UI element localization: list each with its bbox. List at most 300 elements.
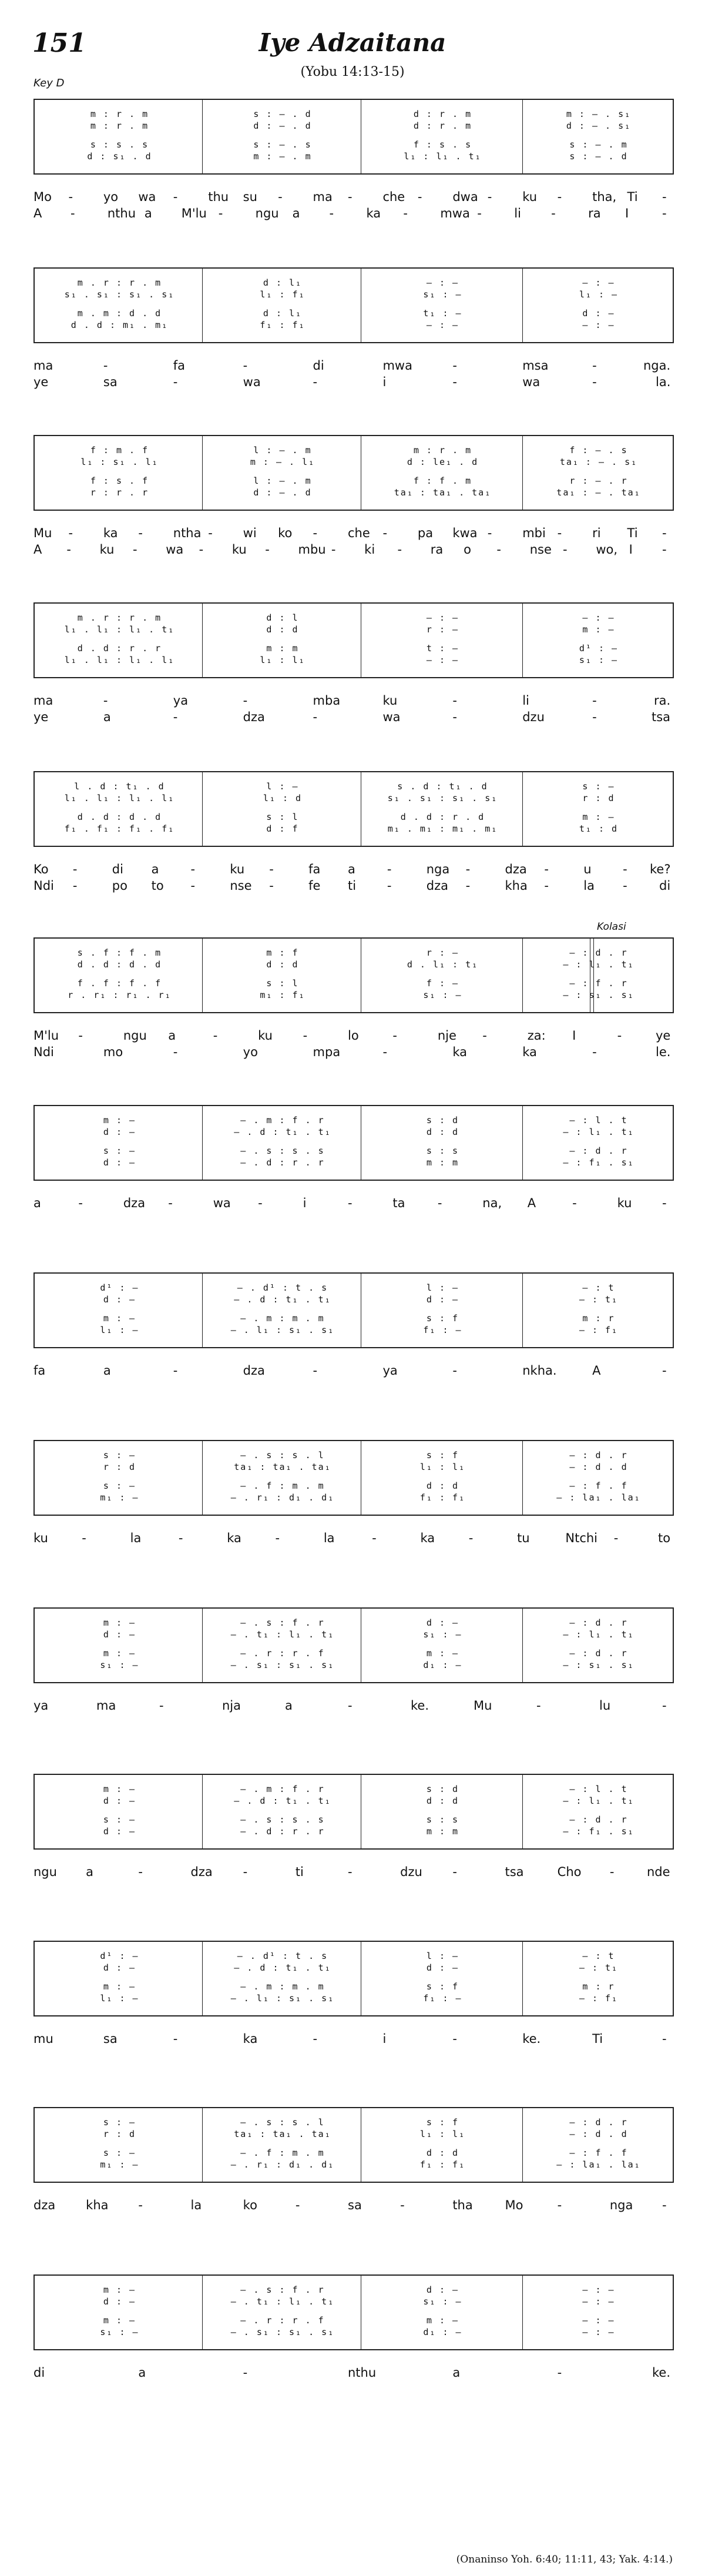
measure-notes: – . d : r . r (240, 1826, 325, 1837)
lyric-syllable: ntha (173, 526, 202, 540)
lyric-line-1 (33, 1530, 674, 1546)
lyric-syllable: - (452, 359, 457, 373)
lyric-line-2 (33, 877, 674, 894)
measure-notes: f₁ : — (423, 1325, 462, 1335)
lyric-syllable: tha (452, 2198, 473, 2212)
measure-notes: d : d (426, 1480, 459, 1491)
lyric-syllable: - (173, 1045, 178, 1059)
measure-notes: d . d : d . d (77, 959, 162, 970)
measure-notes: s₁ : — (579, 655, 619, 665)
lyric-syllable: ngu (33, 1865, 57, 1879)
lyric-syllable: - (331, 542, 336, 557)
measure-notes: l : — (266, 781, 299, 792)
lyric-syllable: ka (243, 2032, 258, 2046)
measure-notes: — : — (426, 612, 459, 623)
measure-notes: f₁ : f₁ (419, 1492, 466, 1503)
measure-notes: r : — (426, 624, 459, 635)
lyric-syllable: M'lu (33, 1029, 59, 1043)
lyric-syllable: ku (258, 1029, 273, 1043)
measure-notes: l₁ : f₁ (260, 289, 306, 300)
lyric-syllable: - (265, 542, 270, 557)
measure-notes: m : m (266, 643, 299, 654)
measure-notes: d : l (266, 612, 299, 623)
measure-notes: – . r : r . f (240, 1648, 325, 1659)
lyric-line-1 (33, 1864, 674, 1880)
lyric-syllable: - (592, 359, 597, 373)
lyric-syllable: - (313, 710, 318, 724)
voice-part-1 (35, 1783, 673, 1795)
lyric-syllable: lo (348, 1029, 359, 1043)
lyric-syllable: kwa (452, 526, 478, 540)
lyric-line-1 (33, 357, 674, 374)
lyric-syllable: - (452, 1364, 457, 1378)
measure-notes: f : m . f (90, 445, 149, 455)
measure-notes: — : d . r (569, 947, 628, 958)
measure-notes: s₁ . s₁ : s₁ . s₁ (387, 793, 498, 803)
lyric-syllable: ka (522, 1045, 537, 1059)
lyric-syllable: Mu (33, 526, 52, 540)
lyric-syllable: na, (482, 1196, 502, 1210)
lyric-syllable: kha (86, 2198, 109, 2212)
lyric-syllable: ka (366, 206, 381, 220)
lyric-syllable: - (173, 2032, 178, 2046)
lyric-syllable: wo, (596, 542, 618, 557)
lyric-syllable: za: (527, 1029, 546, 1043)
measure-notes: – . f : m . m (240, 1480, 325, 1491)
lyric-line-1 (33, 2031, 674, 2047)
measure-notes: s₁ : — (423, 2296, 462, 2307)
measure-notes: – . t₁ : l₁ . t₁ (230, 2296, 335, 2307)
measure-notes: m : — (103, 2284, 136, 2295)
measure-notes: – . r : r . f (240, 2315, 325, 2326)
measure-notes: s : l (266, 978, 299, 989)
lyric-syllable: I (625, 206, 629, 220)
measure-notes: — : s₁ . s₁ (563, 1660, 634, 1670)
staff (33, 267, 674, 343)
voice-part-2 (35, 1795, 673, 1807)
measure-notes: s : – . d (569, 151, 628, 162)
measure-notes: m : r . m (90, 120, 149, 131)
measure-notes: r : d (582, 793, 615, 803)
measure-notes: — : f . r (569, 978, 628, 989)
voice-part-2 (35, 624, 673, 635)
staff (33, 1774, 674, 1850)
measure-notes: s : – . s (253, 139, 312, 150)
lyric-syllable: - (313, 1364, 318, 1378)
measure-notes: l₁ . l₁ : l₁ . t₁ (64, 624, 175, 635)
measure-notes: d . d : m₁ . m₁ (70, 320, 169, 330)
measure-notes: — : d . r (569, 1648, 628, 1659)
lyric-syllable: - (613, 1531, 619, 1545)
lyric-syllable: - (372, 1531, 377, 1545)
lyric-syllable: - (452, 2032, 457, 2046)
lyric-syllable: a (292, 206, 300, 220)
measure-notes: f₁ : f₁ (419, 2159, 466, 2170)
measure-notes: s₁ : — (423, 990, 462, 1000)
lyric-syllable: - (348, 1196, 352, 1210)
voice-part-3 (35, 811, 673, 823)
measure-notes: — : f₁ (579, 1993, 619, 2004)
measure-notes: — : l₁ . t₁ (563, 1629, 634, 1640)
lyric-syllable: ku (522, 190, 538, 204)
lyric-syllable: mbu (298, 542, 326, 557)
measure-notes: d : — (426, 1294, 459, 1305)
lyric-syllable: Ti (627, 526, 638, 540)
voice-part-1 (35, 1950, 673, 1962)
lyric-syllable: dza (243, 1364, 265, 1378)
voice-part-3 (35, 139, 673, 150)
lyric-syllable: - (208, 526, 213, 540)
lyric-syllable: - (662, 1196, 667, 1210)
measure-notes: l₁ : l₁ (260, 655, 306, 665)
voice-part-2 (35, 1962, 673, 1974)
lyric-syllable: - (403, 206, 408, 220)
measure-notes: l₁ : l₁ (419, 2129, 466, 2139)
lyric-syllable: - (173, 710, 178, 724)
measure-notes: l₁ : — (100, 1325, 139, 1335)
voice-part-4 (35, 150, 673, 162)
lyric-syllable: - (199, 542, 204, 557)
lyric-line-1 (33, 692, 674, 709)
voice-part-2 (35, 289, 673, 300)
lyric-syllable: - (275, 1531, 280, 1545)
lyric-syllable: ye (33, 375, 49, 389)
lyric-syllable: ka (227, 1531, 241, 1545)
measure-notes: d : d (266, 959, 299, 970)
lyric-syllable: ka (103, 526, 118, 540)
lyric-syllable: nga. (643, 359, 671, 373)
voice-part-1 (35, 1449, 673, 1461)
voice-part-4 (35, 1492, 673, 1503)
lyric-syllable: mo (103, 1045, 123, 1059)
measure-notes: d : d (426, 1796, 459, 1806)
lyric-syllable: - (278, 190, 283, 204)
lyric-syllable: ke. (652, 2366, 671, 2380)
lyric-syllable: - (572, 1196, 577, 1210)
lyric-syllable: sa (103, 375, 118, 389)
lyric-syllable: ku (99, 542, 115, 557)
lyric-syllable: nga (426, 862, 450, 876)
measure-notes: d : l₁ (263, 308, 303, 319)
measure-notes: – . s : f . r (240, 1617, 325, 1628)
measure-notes: — : — (582, 277, 615, 288)
measure-notes: m . r : r . m (77, 612, 162, 623)
measure-notes: d : f (266, 823, 299, 834)
cross-references: (Onaninso Yoh. 6:40; 11:11, 43; Yak. 4:14.) (456, 2554, 673, 2565)
measure-notes: s : – . m (569, 139, 628, 150)
measure-notes: d : — (426, 1962, 459, 1973)
lyric-syllable: - (662, 1364, 667, 1378)
lyric-syllable: - (313, 2032, 318, 2046)
measure-notes: l : – . m (253, 475, 312, 486)
voice-part-4 (35, 2326, 673, 2338)
lyric-syllable: nkha. (522, 1364, 557, 1378)
lyric-syllable: ku (33, 1531, 48, 1545)
measure-notes: — : f₁ (579, 1325, 619, 1335)
measure-notes: d . l₁ : t₁ (407, 959, 479, 970)
lyric-syllable: - (662, 206, 667, 220)
measure-notes: – . l₁ : s₁ . s₁ (230, 1325, 335, 1335)
lyric-syllable: - (132, 542, 137, 557)
measure-notes: m : — (103, 1313, 136, 1324)
lyric-syllable: - (592, 1045, 597, 1059)
lyric-syllable: tsa (652, 710, 671, 724)
measure-notes: — : d . r (569, 1617, 628, 1628)
lyric-syllable: ya (382, 1364, 398, 1378)
lyric-syllable: ma (313, 190, 333, 204)
measure-notes: m : — (103, 1648, 136, 1659)
lyric-syllable: ya (173, 694, 189, 708)
measure-notes: l : — (426, 1951, 459, 1961)
lyric-syllable: ye (33, 710, 49, 724)
lyric-syllable: - (662, 2198, 667, 2212)
lyric-syllable: - (468, 1531, 474, 1545)
lyric-syllable: wa (243, 375, 261, 389)
lyric-syllable: di (313, 359, 324, 373)
measure-notes: — : s₁ . s₁ (563, 990, 634, 1000)
measure-notes: d : — (426, 1617, 459, 1628)
lyric-syllable: la (130, 1531, 142, 1545)
lyric-line-2 (33, 541, 674, 558)
lyric-syllable: - (557, 526, 562, 540)
staff (33, 1105, 674, 1181)
measure-notes: s : — (103, 2148, 136, 2158)
lyric-syllable: - (382, 526, 388, 540)
lyric-syllable: A (33, 206, 42, 220)
measure-notes: — : t (582, 1282, 615, 1293)
measure-notes: s : s (426, 1814, 459, 1825)
voice-part-2 (35, 1461, 673, 1473)
measure-notes: r : — (426, 947, 459, 958)
lyric-syllable: - (392, 1029, 397, 1043)
lyric-syllable: - (295, 2198, 300, 2212)
lyric-syllable: mwa (382, 359, 412, 373)
lyric-syllable: - (348, 190, 352, 204)
lyric-syllable: - (313, 375, 318, 389)
lyric-syllable: a (285, 1699, 293, 1713)
voice-part-2 (35, 1629, 673, 1640)
lyric-line-2 (33, 374, 674, 390)
lyric-syllable: Mu (474, 1699, 492, 1713)
measure-notes: – . d : t₁ . t₁ (234, 1127, 331, 1137)
voice-part-1 (35, 1617, 673, 1629)
lyric-syllable: - (269, 862, 274, 876)
measure-notes: d : — (103, 2296, 136, 2307)
lyric-line-1 (33, 861, 674, 877)
measure-notes: – . r₁ : d₁ . d₁ (230, 1492, 335, 1503)
lyric-syllable: - (243, 1865, 248, 1879)
lyric-line-1 (33, 1697, 674, 1714)
lyric-syllable: sa (103, 2032, 118, 2046)
lyric-syllable: i (382, 375, 387, 389)
measure-notes: – . s : s . s (240, 1814, 325, 1825)
measure-notes: l : – . m (253, 445, 312, 455)
lyric-syllable: ku (231, 542, 247, 557)
lyric-line-1 (33, 1027, 674, 1044)
lyric-syllable: dza (33, 2198, 56, 2212)
lyric-syllable: nthu (348, 2366, 377, 2380)
measure-notes: s : — (103, 1145, 136, 1156)
lyric-syllable: - (190, 879, 196, 893)
lyric-syllable: ra (430, 542, 444, 557)
measure-notes: – . d : t₁ . t₁ (234, 1294, 331, 1305)
measure-notes: s : f (426, 1450, 459, 1460)
lyric-syllable: - (544, 862, 549, 876)
measure-notes: ta₁ : – . s₁ (559, 457, 638, 467)
lyric-syllable: o (464, 542, 471, 557)
staff (33, 2107, 674, 2183)
lyric-syllable: tha, (592, 190, 617, 204)
measure-notes: s : f (426, 2117, 459, 2128)
lyric-syllable: - (178, 1531, 183, 1545)
lyric-syllable: A (527, 1196, 536, 1210)
measure-notes: l₁ : l₁ (419, 1462, 466, 1472)
lyric-syllable: - (78, 1196, 83, 1210)
lyric-syllable: ra. (654, 694, 671, 708)
lyric-syllable: - (243, 359, 248, 373)
lyric-syllable: - (623, 862, 627, 876)
lyric-syllable: - (68, 526, 73, 540)
measure-notes: f₁ : f₁ (260, 320, 306, 330)
lyric-syllable: - (243, 694, 248, 708)
lyric-syllable: - (452, 710, 457, 724)
voice-part-1 (35, 1282, 673, 1294)
lyric-syllable: fa (33, 1364, 46, 1378)
lyric-syllable: - (348, 1865, 352, 1879)
measure-notes: s : d (426, 1115, 459, 1125)
lyric-syllable: - (348, 1699, 352, 1713)
lyric-syllable: po (112, 879, 127, 893)
lyric-syllable: mu (33, 2032, 53, 2046)
voice-part-4 (35, 1324, 673, 1336)
measure-notes: d¹ : — (100, 1282, 139, 1293)
lyric-syllable: - (487, 190, 492, 204)
lyric-syllable: fe (308, 879, 321, 893)
measure-notes: t : — (426, 643, 459, 654)
measure-notes: m : — (103, 1784, 136, 1794)
measure-notes: m : — (103, 2315, 136, 2326)
measure-notes: — : la₁ . la₁ (556, 2159, 641, 2170)
measure-notes: d : — (103, 1826, 136, 1837)
voice-part-1 (35, 612, 673, 624)
measure-notes: d : — (103, 1294, 136, 1305)
lyric-syllable: thu (208, 190, 229, 204)
lyric-syllable: wi (243, 526, 257, 540)
measure-notes: — : — (582, 2327, 615, 2337)
measure-notes: r : d (103, 1462, 136, 1472)
lyric-syllable: Ti (627, 190, 638, 204)
lyric-syllable: - (397, 542, 402, 557)
voice-part-3 (35, 2147, 673, 2159)
voice-part-4 (35, 319, 673, 331)
lyric-syllable: - (329, 206, 334, 220)
measure-notes: s : — (103, 1814, 136, 1825)
lyric-syllable: tu (517, 1531, 530, 1545)
lyric-syllable: ya (33, 1699, 49, 1713)
measure-notes: — : t₁ (579, 1294, 619, 1305)
lyric-syllable: i (382, 2032, 387, 2046)
lyric-syllable: - (496, 542, 501, 557)
measure-notes: m : r . m (413, 445, 472, 455)
voice-part-4 (35, 823, 673, 835)
lyric-syllable: - (592, 694, 597, 708)
measure-notes: m : — (103, 1115, 136, 1125)
measure-notes: s₁ : — (100, 2327, 139, 2337)
measure-notes: m : — (582, 812, 615, 822)
measure-notes: m : – . l₁ (250, 457, 315, 467)
voice-part-1 (35, 2284, 673, 2296)
lyric-syllable: - (465, 879, 471, 893)
lyric-syllable: dza (190, 1865, 213, 1879)
lyric-syllable: ko (243, 2198, 257, 2212)
lyric-syllable: fa (308, 862, 321, 876)
measure-notes: — : — (582, 612, 615, 623)
measure-notes: m : m (426, 1157, 459, 1168)
measure-notes: d : — (426, 2284, 459, 2295)
lyric-syllable: - (557, 2366, 562, 2380)
measure-notes: – . s : f . r (240, 2284, 325, 2295)
staff (33, 1272, 674, 1348)
measure-notes: d : — (103, 1962, 136, 1973)
measure-notes: d : — (582, 308, 615, 319)
voice-part-1 (35, 277, 673, 289)
staff (33, 1941, 674, 2016)
lyric-syllable: ngu (255, 206, 279, 220)
lyric-syllable: mpa (313, 1045, 341, 1059)
lyric-syllable: a (138, 2366, 146, 2380)
measure-notes: m : – . s₁ (566, 109, 632, 119)
measure-notes: f₁ : — (423, 1993, 462, 2004)
measure-notes: s : — (103, 1480, 136, 1491)
lyric-syllable: Ndi (33, 879, 54, 893)
lyric-syllable: - (269, 879, 274, 893)
lyric-syllable: - (382, 1045, 388, 1059)
voice-part-3 (35, 1145, 673, 1157)
measure-notes: – . d : r . r (240, 1157, 325, 1168)
lyric-syllable: ti (348, 879, 357, 893)
lyric-syllable: yo (103, 190, 119, 204)
measure-notes: — : d . d (569, 1462, 628, 1472)
lyric-syllable: kha (505, 879, 528, 893)
measure-notes: s₁ : — (423, 1629, 462, 1640)
measure-notes: s : d (426, 1784, 459, 1794)
lyric-syllable: - (465, 862, 471, 876)
voice-part-4 (35, 1157, 673, 1168)
measure-notes: d₁ : — (423, 1660, 462, 1670)
measure-notes: d : d (426, 1127, 459, 1137)
lyric-syllable: - (544, 879, 549, 893)
lyric-syllable: tsa (505, 1865, 524, 1879)
lyric-syllable: ta (392, 1196, 405, 1210)
hymn-scripture-reference: (Yobu 14:13-15) (300, 65, 405, 79)
lyric-line-1 (33, 2364, 674, 2381)
measure-notes: — : — (426, 277, 459, 288)
lyric-syllable: - (662, 526, 667, 540)
lyric-syllable: wa (522, 375, 540, 389)
lyric-syllable: to (151, 879, 164, 893)
lyric-syllable: di (33, 2366, 45, 2380)
voice-part-4 (35, 2159, 673, 2170)
lyric-syllable: a (144, 206, 152, 220)
voice-part-3 (35, 2314, 673, 2326)
measure-notes: — : l . t (569, 1115, 628, 1125)
lyric-syllable: lu (599, 1699, 611, 1713)
measure-notes: l₁ : — (100, 1993, 139, 2004)
lyric-syllable: nse (230, 879, 252, 893)
measure-notes: m : — (426, 2315, 459, 2326)
lyric-syllable: la. (656, 375, 671, 389)
measure-notes: s : — (103, 2117, 136, 2128)
